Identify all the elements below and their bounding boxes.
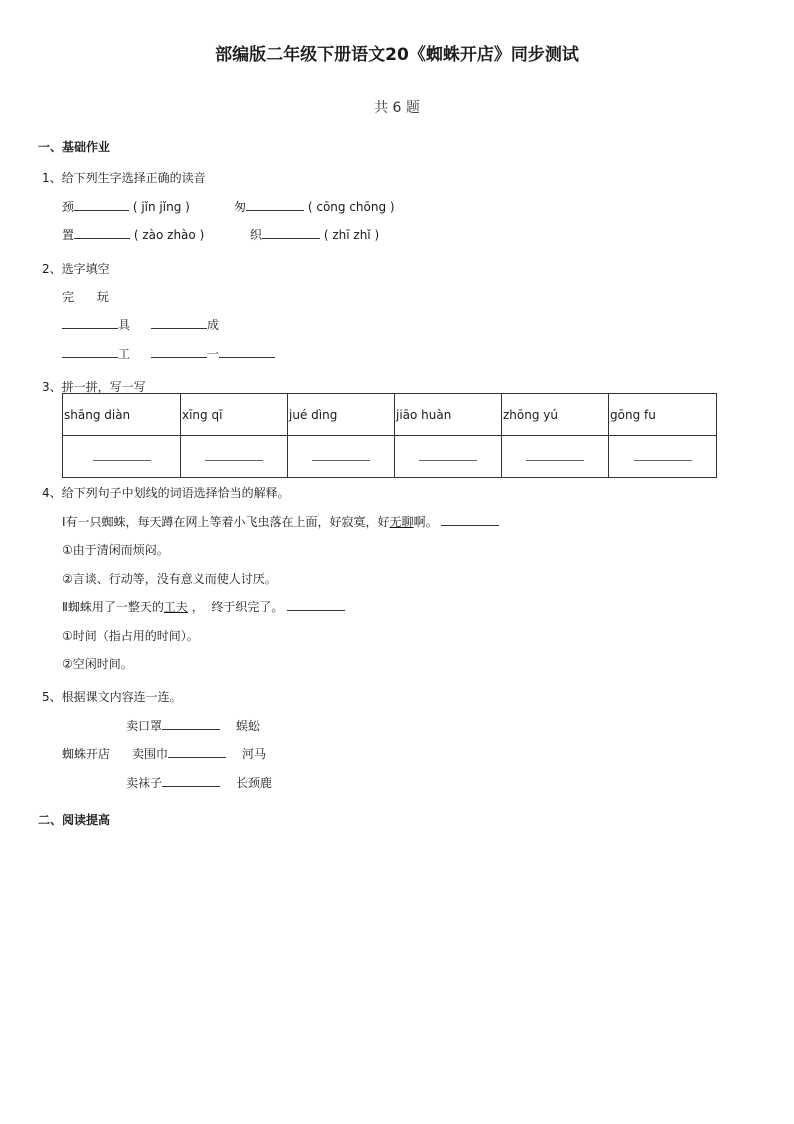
q5-left: 蜘蛛开店 bbox=[62, 747, 111, 761]
q2-w2: 成 bbox=[207, 318, 220, 332]
q1-c-char: 置 bbox=[62, 228, 75, 242]
write-cell[interactable] bbox=[395, 436, 502, 478]
q5-item-3 bbox=[126, 774, 220, 791]
q1-row1 bbox=[62, 198, 190, 215]
q5-item-1 bbox=[126, 717, 220, 734]
answer-blank[interactable] bbox=[151, 316, 207, 329]
q5-animal-1: 蜈蚣 bbox=[236, 719, 261, 733]
section-basic: 一、基础作业 bbox=[38, 140, 111, 154]
answer-blank[interactable] bbox=[151, 345, 207, 358]
answer-blank[interactable] bbox=[287, 598, 345, 611]
q5-item-label: 卖口罩 bbox=[126, 719, 163, 733]
page-title: 部编版二年级下册语文20《蜘蛛开店》同步测试 bbox=[215, 45, 579, 65]
q1-b-opts: ( cōng chōng ) bbox=[307, 200, 395, 214]
q1-row2b bbox=[250, 226, 379, 243]
pinyin-cell: shāng diàn bbox=[63, 394, 181, 436]
q5-animal-2: 河马 bbox=[242, 747, 267, 761]
pinyin-cell: zhōng yú bbox=[502, 394, 609, 436]
answer-blank[interactable] bbox=[62, 345, 118, 358]
answer-blank[interactable] bbox=[262, 226, 320, 239]
q4-s1-underlined: 无聊 bbox=[389, 515, 414, 529]
q4-s2-option-1: ①时间（指占用的时间）。 bbox=[62, 629, 199, 643]
write-cell[interactable] bbox=[288, 436, 395, 478]
answer-blank[interactable] bbox=[74, 198, 129, 211]
q4-stem: 4、给下列句子中划线的词语选择恰当的解释。 bbox=[42, 486, 290, 500]
q2-row2b bbox=[151, 345, 275, 362]
answer-blank[interactable] bbox=[246, 198, 304, 211]
q2-w3: 工 bbox=[118, 347, 131, 361]
pinyin-cell: xīng qī bbox=[181, 394, 288, 436]
q4-s2-end: ， 终于织完了。 bbox=[187, 600, 284, 614]
q2-row2 bbox=[62, 345, 130, 362]
q2-w1: 具 bbox=[118, 318, 131, 332]
q1-b-char: 匆 bbox=[234, 200, 247, 214]
q5-stem: 5、根据课文内容连一连。 bbox=[42, 690, 182, 704]
q4-sentence-2 bbox=[62, 598, 345, 615]
answer-blank[interactable] bbox=[162, 774, 220, 787]
section-reading: 二、阅读提高 bbox=[38, 813, 111, 827]
q1-c-opts: ( zào zhào ) bbox=[133, 228, 205, 242]
q2-stem: 2、选字填空 bbox=[42, 262, 110, 276]
q5-item-2 bbox=[132, 745, 226, 762]
q4-s1-option-1: ①由于清闲而烦闷。 bbox=[62, 543, 169, 557]
q4-s1-text: Ⅰ有一只蜘蛛，每天蹲在网上等着小飞虫落在上面，好寂寞，好 bbox=[62, 515, 390, 529]
write-cell[interactable] bbox=[181, 436, 288, 478]
q4-s2-underlined: 工夫 bbox=[163, 600, 188, 614]
q4-s2-option-2: ②空闲时间。 bbox=[62, 657, 133, 671]
pinyin-cell: jué dìng bbox=[288, 394, 395, 436]
q4-sentence-1 bbox=[62, 513, 499, 530]
q1-row2 bbox=[62, 226, 204, 243]
answer-blank[interactable] bbox=[168, 745, 226, 758]
q2-row1 bbox=[62, 316, 130, 333]
q2-chars: 完 玩 bbox=[62, 290, 109, 304]
q4-s1-end: 啊。 bbox=[413, 515, 438, 529]
write-cell[interactable] bbox=[609, 436, 717, 478]
q5-item-label: 卖袜子 bbox=[126, 776, 163, 790]
answer-blank[interactable] bbox=[62, 316, 118, 329]
q1-row1b bbox=[234, 198, 395, 215]
pinyin-table bbox=[62, 393, 717, 478]
q1-a-char: 颈 bbox=[62, 200, 75, 214]
q3-stem: 3、拼一拼，写一写 bbox=[42, 380, 146, 394]
pinyin-cell: jiāo huàn bbox=[395, 394, 502, 436]
answer-blank[interactable] bbox=[441, 513, 499, 526]
q2-row1b bbox=[151, 316, 219, 333]
q5-animal-3: 长颈鹿 bbox=[236, 776, 273, 790]
q4-s1-option-2: ②言谈、行动等，没有意义而使人讨厌。 bbox=[62, 572, 277, 586]
q1-stem: 1、给下列生字选择正确的读音 bbox=[42, 171, 206, 185]
q1-a-opts: ( jǐn jǐng ) bbox=[132, 200, 190, 214]
q1-d-char: 织 bbox=[250, 228, 263, 242]
q5-item-label: 卖围巾 bbox=[132, 747, 169, 761]
q2-w4: 一 bbox=[207, 347, 220, 361]
pinyin-cell: gōng fu bbox=[609, 394, 717, 436]
write-cell[interactable] bbox=[502, 436, 609, 478]
answer-blank[interactable] bbox=[74, 226, 130, 239]
q1-d-opts: ( zhī zhǐ ) bbox=[323, 228, 380, 242]
question-count: 共 6 题 bbox=[374, 100, 420, 116]
answer-blank[interactable] bbox=[219, 345, 275, 358]
q4-s2-text: Ⅱ蜘蛛用了一整天的 bbox=[62, 600, 164, 614]
answer-blank[interactable] bbox=[162, 717, 220, 730]
write-cell[interactable] bbox=[63, 436, 181, 478]
